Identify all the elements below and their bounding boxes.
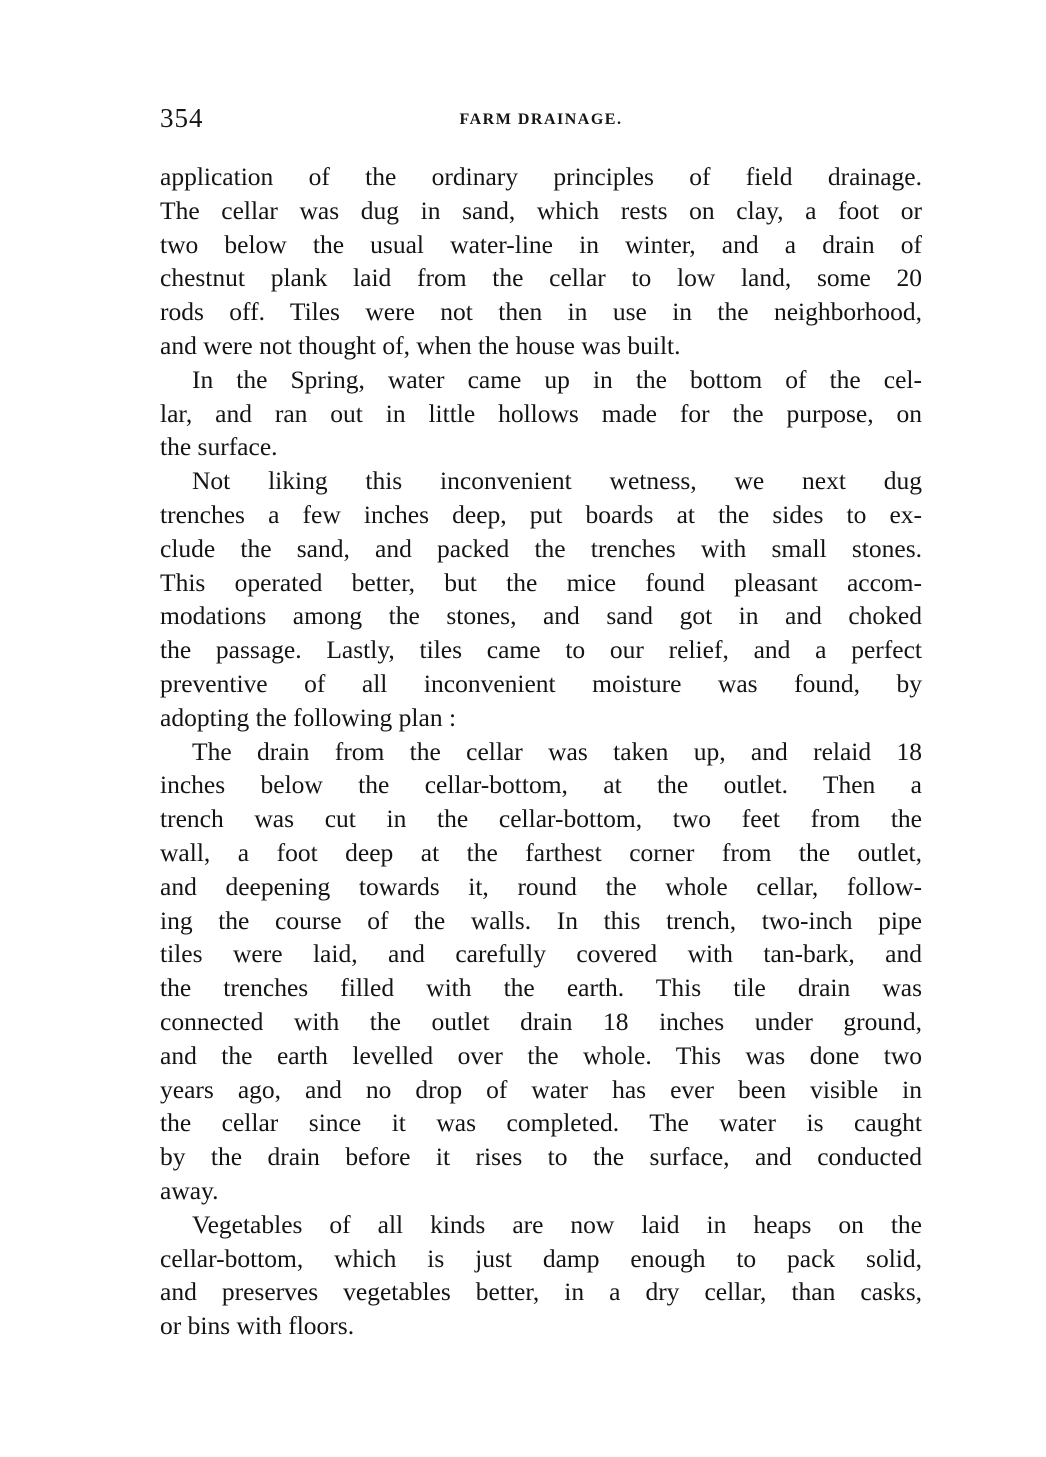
text-line: trench was cut in the cellar-bottom, two feet from the bbox=[160, 804, 922, 834]
text-line: or bins with floors. bbox=[160, 1311, 355, 1341]
running-title: FARM DRAINAGE. bbox=[459, 111, 623, 128]
text-line: cellar-bottom, which is just damp enough to pack solid, bbox=[160, 1243, 922, 1273]
text-line: and were not thought of, when the house was built. bbox=[160, 330, 681, 360]
text-line: the surface. bbox=[160, 432, 278, 462]
text-line: and deepening towards it, round the whole cellar, follow- bbox=[160, 871, 922, 901]
text-line: The cellar was dug in sand, which rests on clay, a foot or bbox=[160, 195, 922, 225]
text-line: the cellar since it was completed. The water is caught bbox=[160, 1108, 922, 1138]
text-line: and the earth levelled over the whole. This was done two bbox=[160, 1040, 922, 1070]
text-line: Not liking this inconvenient wetness, we next dug bbox=[192, 466, 922, 496]
text-line: the trenches filled with the earth. This tile drain was bbox=[160, 973, 922, 1003]
text-line: clude the sand, and packed the trenches with small stones. bbox=[160, 533, 922, 563]
text-line: and preserves vegetables better, in a dry cellar, than casks, bbox=[160, 1277, 922, 1307]
text-line: connected with the outlet drain 18 inches under ground, bbox=[160, 1006, 922, 1036]
text-line: modations among the stones, and sand got in and choked bbox=[160, 601, 922, 631]
text-line: rods off. Tiles were not then in use in the neighborhood, bbox=[160, 297, 922, 327]
text-line: preventive of all inconvenient moisture was found, by bbox=[160, 668, 922, 698]
text-line: ing the course of the walls. In this trench, two-inch pipe bbox=[160, 905, 922, 935]
text-line: adopting the following plan : bbox=[160, 702, 457, 732]
text-line: Vegetables of all kinds are now laid in heaps on the bbox=[192, 1209, 922, 1239]
text-line: This operated better, but the mice found pleasant accom- bbox=[160, 567, 922, 597]
text-line: lar, and ran out in little hollows made for the purpose, on bbox=[160, 398, 922, 428]
text-line: The drain from the cellar was taken up, and relaid 18 bbox=[192, 736, 922, 766]
text-line: years ago, and no drop of water has ever been visible in bbox=[160, 1074, 922, 1104]
text-line: chestnut plank laid from the cellar to low land, some 20 bbox=[160, 263, 922, 293]
text-line: trenches a few inches deep, put boards at the sides to ex- bbox=[160, 499, 922, 529]
text-line: application of the ordinary principles of field drainage. bbox=[160, 162, 922, 191]
text-line: tiles were laid, and carefully covered with tan-bark, and bbox=[160, 939, 922, 969]
text-line: two below the usual water-line in winter, and a drain of bbox=[160, 229, 922, 259]
text-line: the passage. Lastly, tiles came to our relief, and a perfect bbox=[160, 635, 922, 665]
page-number: 354 bbox=[160, 103, 204, 133]
page-header bbox=[160, 98, 922, 138]
body-text bbox=[160, 160, 922, 1343]
text-line: away. bbox=[160, 1175, 219, 1205]
text-line: inches below the cellar-bottom, at the outlet. Then a bbox=[160, 770, 922, 800]
text-line: wall, a foot deep at the farthest corner from the outlet, bbox=[160, 837, 922, 867]
text-line: In the Spring, water came up in the bottom of the cel- bbox=[192, 364, 922, 394]
text-line: by the drain before it rises to the surface, and conducted bbox=[160, 1142, 922, 1172]
